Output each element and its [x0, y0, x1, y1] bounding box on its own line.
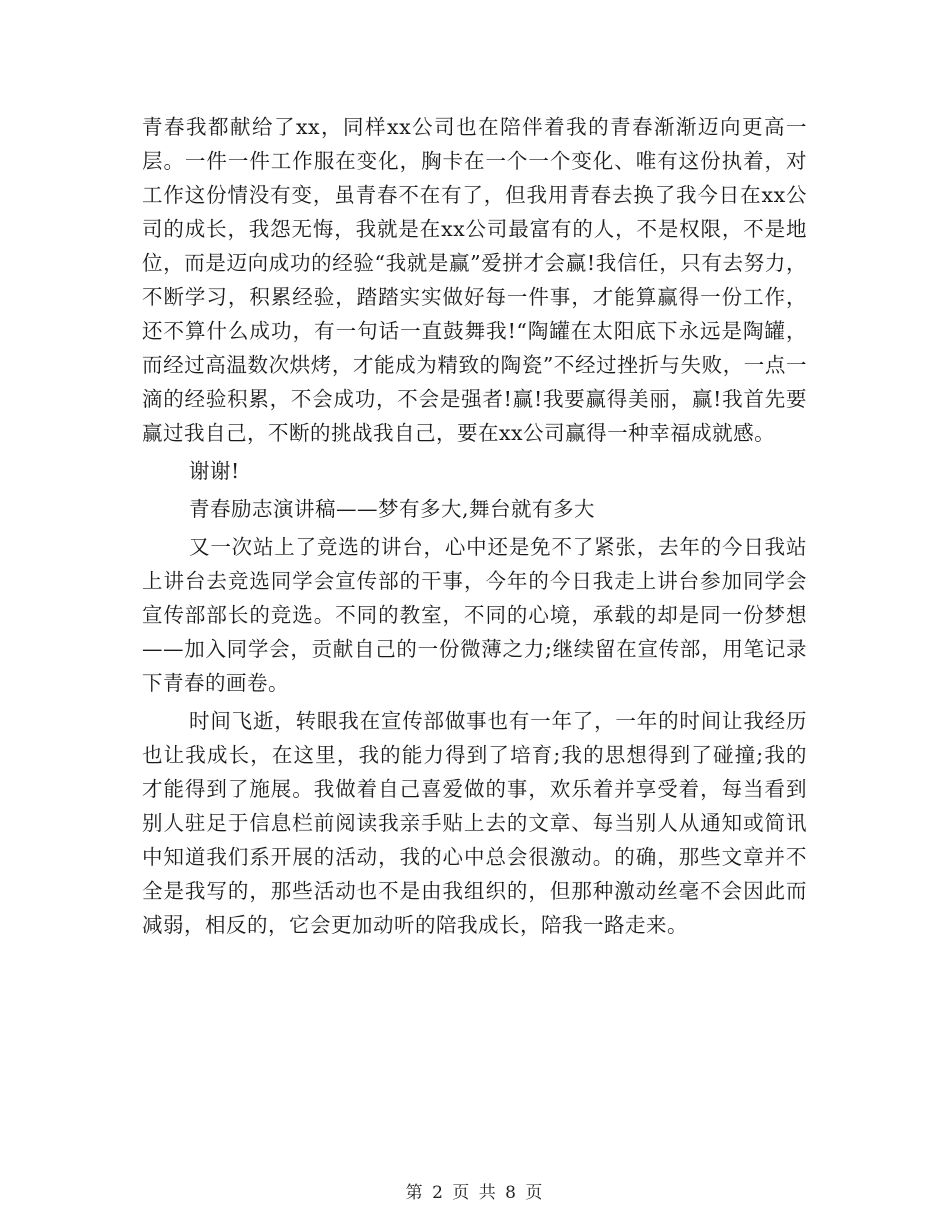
document-body [142, 110, 807, 942]
paragraph-thanks: 谢谢! [189, 459, 240, 483]
page-number-footer: 第 2 页 共 8 页 [405, 1183, 545, 1203]
paragraph-election: 又一次站上了竞选的讲台，心中还是免不了紧张，去年的今日我站上讲台去竞选同学会宣传部的干事，今年的今日我走上讲台参加同学会宣传部部长的竞选。不同的教室，不同的心境，承载的却是同一份梦想——加入同学会，贡献自己的一份微薄之力;继续留在宣传部，用笔记录下青春的画卷。 [142, 535, 807, 695]
paragraph-continued: 青春我都献给了xx，同样xx公司也在陪伴着我的青春渐渐迈向更高一层。一件一件工作服在变化，胸卡在一个一个变化、唯有这份执着，对工作这份情没有变，虽青春不在有了，但我用青春去换了我今日在xx公司的成长，我怨无悔，我就是在xx公司最富有的人，不是权限，不是地位，而是迈向成功的经验“我就是赢”爱拼才会赢!我信任，只有去努力，不断学习，积累经验，踏踏实实做好每一件事，才能算赢得一份工作，还不算什么成功，有一句话一直鼓舞我!“陶罐在太阳底下永远是陶罐，而经过高温数次烘烤，才能成为精致的陶瓷”不经过挫折与失败，一点一滴的经验积累，不会成功，不会是强者!赢!我要赢得美丽，赢!我首先要赢过我自己，不断的挑战我自己，要在xx公司赢得一种幸福成就感。 [142, 115, 807, 445]
speech-title: 青春励志演讲稿——梦有多大,舞台就有多大 [189, 497, 596, 521]
paragraph-time-flies: 时间飞逝，转眼我在宣传部做事也有一年了，一年的时间让我经历也让我成长，在这里，我的能力得到了培育;我的思想得到了碰撞;我的才能得到了施展。我做着自己喜爱做的事，欢乐着并享受着，每当看到别人驻足于信息栏前阅读我亲手贴上去的文章、每当别人从通知或简讯中知道我们系开展的活动，我的心中总会很激动。的确，那些文章并不全是我写的，那些活动也不是由我组织的，但那种激动丝毫不会因此而减弱，相反的，它会更加动听的陪我成长，陪我一路走来。 [142, 709, 807, 937]
